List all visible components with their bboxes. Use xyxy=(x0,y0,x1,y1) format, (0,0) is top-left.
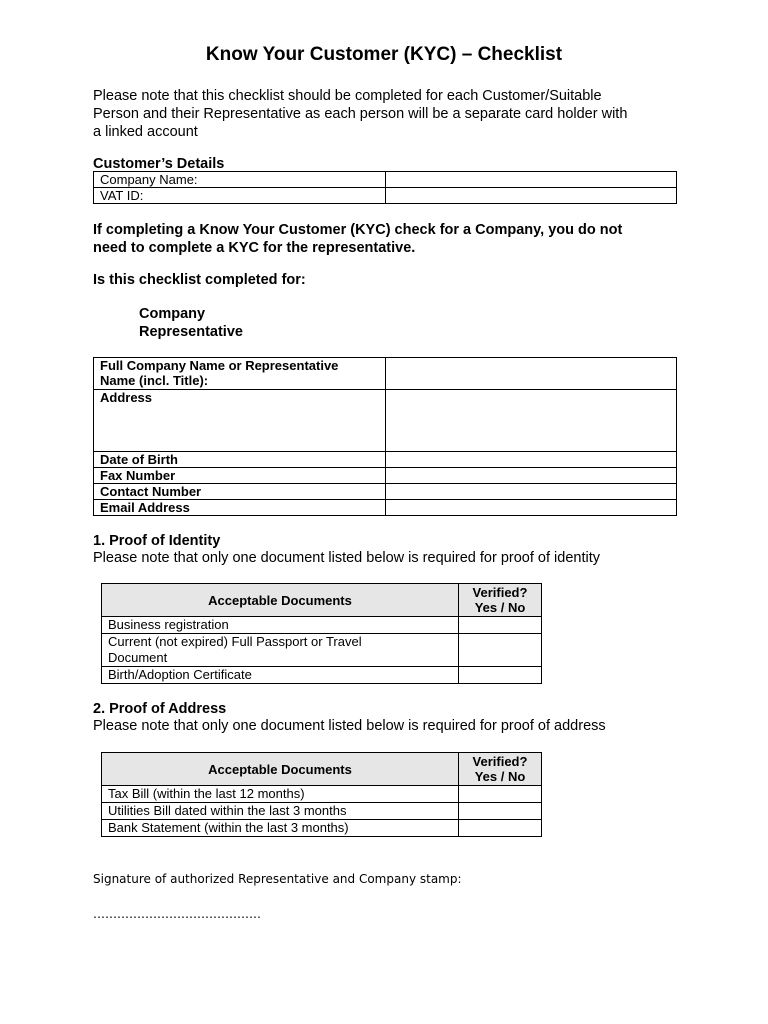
dob-field[interactable] xyxy=(386,452,677,468)
document-name: Business registration xyxy=(102,617,459,634)
fax-field[interactable] xyxy=(386,468,677,484)
full-name-field[interactable] xyxy=(386,358,677,390)
contact-field[interactable] xyxy=(386,484,677,500)
table-header-row xyxy=(102,584,542,617)
intro-line: Person and their Representative as each person will be a separate card holder with xyxy=(93,106,628,122)
table-row xyxy=(102,820,542,837)
address-documents-table xyxy=(101,752,542,837)
table-row xyxy=(102,803,542,820)
customer-info-table xyxy=(93,357,677,516)
col-verified xyxy=(459,753,542,786)
company-name-label: Company Name: xyxy=(94,172,386,188)
col-acceptable-documents: Acceptable Documents xyxy=(102,753,459,786)
document-name xyxy=(102,634,459,667)
col-verified-line: Yes / No xyxy=(474,769,526,784)
verified-cell[interactable] xyxy=(459,820,542,837)
table-row xyxy=(102,667,542,684)
company-note-line: need to complete a KYC for the representative. xyxy=(93,240,416,256)
table-row xyxy=(102,617,542,634)
address-label: Address xyxy=(94,390,386,452)
identity-documents-table xyxy=(101,583,542,684)
company-note-line: If completing a Know Your Customer (KYC) check for a Company, you do not xyxy=(93,222,623,238)
col-verified-line: Verified? xyxy=(472,754,528,769)
proof-address-heading: 2. Proof of Address xyxy=(93,701,227,717)
table-row xyxy=(94,484,677,500)
col-verified-line: Yes / No xyxy=(474,600,526,615)
table-row xyxy=(102,634,542,667)
verified-cell[interactable] xyxy=(459,617,542,634)
table-row xyxy=(94,390,677,452)
col-acceptable-documents: Acceptable Documents xyxy=(102,584,459,617)
contact-label: Contact Number xyxy=(94,484,386,500)
table-row xyxy=(94,188,677,204)
vat-id-field[interactable] xyxy=(386,188,677,204)
table-row xyxy=(94,452,677,468)
col-verified-line: Verified? xyxy=(472,585,528,600)
intro-line: Please note that this checklist should be completed for each Customer/Suitable xyxy=(93,88,602,104)
document-name: Bank Statement (within the last 3 months) xyxy=(102,820,459,837)
full-name-label-line: Full Company Name or Representative xyxy=(100,358,339,373)
document-title: Know Your Customer (KYC) – Checklist xyxy=(205,44,563,65)
address-field[interactable] xyxy=(386,390,677,452)
signature-label: Signature of authorized Representative and Company stamp: xyxy=(93,872,462,886)
document-name: Birth/Adoption Certificate xyxy=(102,667,459,684)
option-company[interactable]: Company xyxy=(139,306,206,322)
vat-id-label: VAT ID: xyxy=(94,188,386,204)
option-representative[interactable]: Representative xyxy=(139,324,243,340)
table-row xyxy=(94,358,677,390)
proof-identity-heading: 1. Proof of Identity xyxy=(93,533,221,549)
table-row xyxy=(94,172,677,188)
verified-cell[interactable] xyxy=(459,803,542,820)
verified-cell[interactable] xyxy=(459,786,542,803)
document-name-line: Document xyxy=(108,650,168,665)
full-name-label xyxy=(94,358,386,390)
company-note xyxy=(93,221,713,257)
table-row xyxy=(94,500,677,516)
table-row xyxy=(94,468,677,484)
customer-details-heading: Customer’s Details xyxy=(93,156,225,172)
full-name-label-line: Name (incl. Title): xyxy=(100,373,209,388)
col-verified xyxy=(459,584,542,617)
proof-identity-note: Please note that only one document listed below is required for proof of identity xyxy=(93,550,600,566)
intro-line: a linked account xyxy=(93,124,198,140)
completed-for-question: Is this checklist completed for: xyxy=(93,272,306,288)
document-name: Utilities Bill dated within the last 3 months xyxy=(102,803,459,820)
email-label: Email Address xyxy=(94,500,386,516)
table-row xyxy=(102,786,542,803)
document-name: Tax Bill (within the last 12 months) xyxy=(102,786,459,803)
fax-label: Fax Number xyxy=(94,468,386,484)
intro-paragraph xyxy=(93,87,713,141)
customer-details-table xyxy=(93,171,677,204)
proof-address-note: Please note that only one document listed below is required for proof of address xyxy=(93,718,606,734)
table-header-row xyxy=(102,753,542,786)
signature-line[interactable]: …………………………………… xyxy=(93,907,261,921)
dob-label: Date of Birth xyxy=(94,452,386,468)
verified-cell[interactable] xyxy=(459,667,542,684)
verified-cell[interactable] xyxy=(459,634,542,667)
email-field[interactable] xyxy=(386,500,677,516)
company-name-field[interactable] xyxy=(386,172,677,188)
document-name-line: Current (not expired) Full Passport or Travel xyxy=(108,634,362,649)
